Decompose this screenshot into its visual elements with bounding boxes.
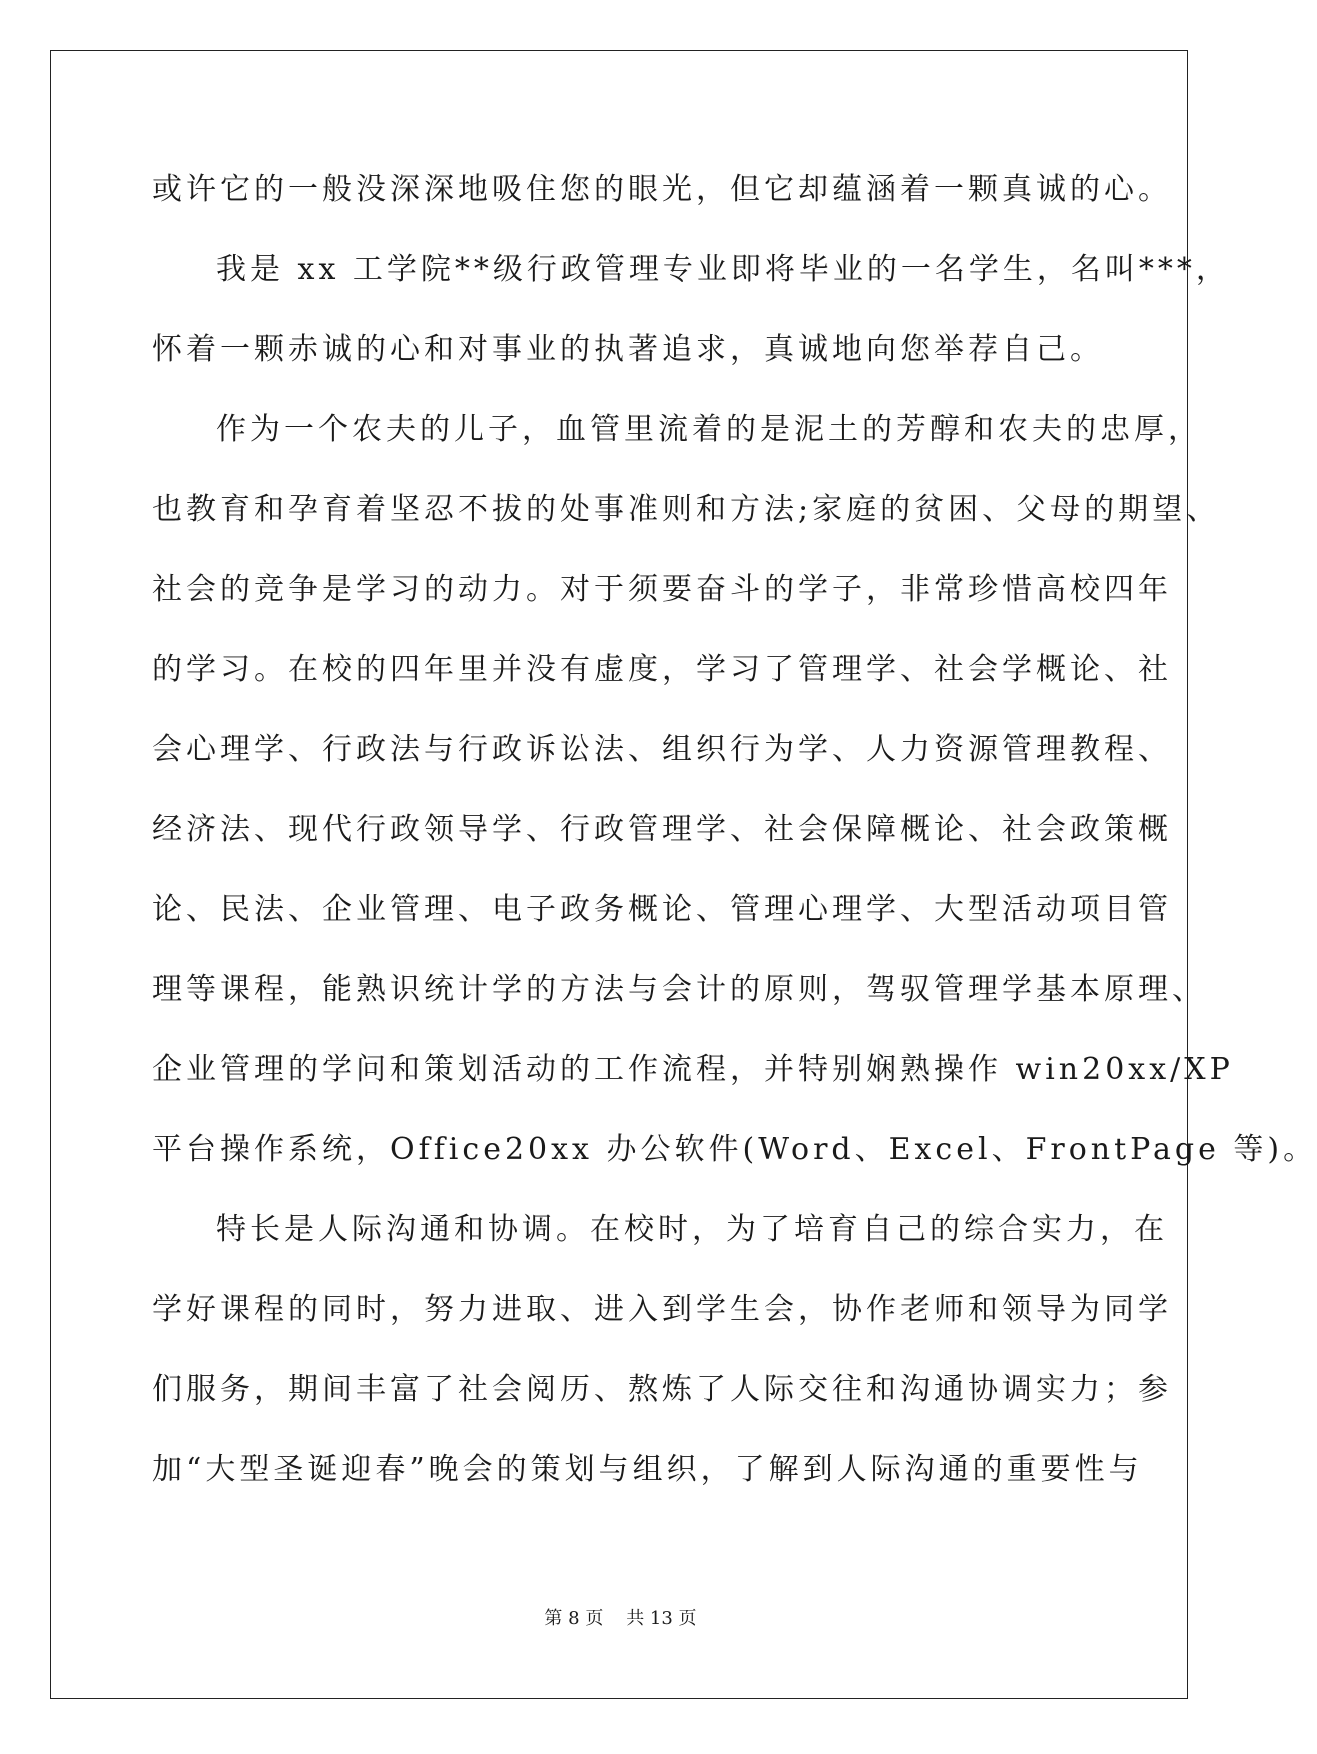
text-line: 论、民法、企业管理、电子政务概论、管理心理学、大型活动项目管 <box>152 892 1172 927</box>
text-line: 企业管理的学问和策划活动的工作流程，并特别娴熟操作 win20xx/XP <box>152 1052 1234 1087</box>
text-line: 理等课程，能熟识统计学的方法与会计的原则，驾驭管理学基本原理、 <box>152 972 1206 1007</box>
text-line: 作为一个农夫的儿子，血管里流着的是泥土的芳醇和农夫的忠厚， <box>216 412 1202 447</box>
page-number-footer: 第 8 页 共 13 页 <box>544 1608 697 1629</box>
document-body <box>152 150 1317 1510</box>
text-line: 加“大型圣诞迎春”晚会的策划与组织，了解到人际沟通的重要性与 <box>152 1452 1143 1487</box>
text-line: 们服务，期间丰富了社会阅历、熬炼了人际交往和沟通协调实力；参 <box>152 1372 1172 1407</box>
text-line: 也教育和孕育着坚忍不拔的处事准则和方法;家庭的贫困、父母的期望、 <box>152 492 1221 527</box>
text-line: 特长是人际沟通和协调。在校时，为了培育自己的综合实力，在 <box>216 1212 1168 1247</box>
text-line: 会心理学、行政法与行政诉讼法、组织行为学、人力资源管理教程、 <box>152 732 1172 767</box>
text-line: 或许它的一般没深深地吸住您的眼光，但它却蕴涵着一颗真诚的心。 <box>152 172 1172 207</box>
text-line: 经济法、现代行政领导学、行政管理学、社会保障概论、社会政策概 <box>152 812 1172 847</box>
text-line: 怀着一颗赤诚的心和对事业的执著追求，真诚地向您举荐自己。 <box>152 332 1104 367</box>
text-line: 的学习。在校的四年里并没有虚度，学习了管理学、社会学概论、社 <box>152 652 1172 687</box>
text-line: 社会的竞争是学习的动力。对于须要奋斗的学子，非常珍惜高校四年 <box>152 572 1172 607</box>
text-line: 我是 xx 工学院**级行政管理专业即将毕业的一名学生，名叫***， <box>216 252 1230 287</box>
text-line: 学好课程的同时，努力进取、进入到学生会，协作老师和领导为同学 <box>152 1292 1172 1327</box>
text-line: 平台操作系统，Office20xx 办公软件(Word、Excel、FrontPage 等)。 <box>152 1132 1317 1167</box>
